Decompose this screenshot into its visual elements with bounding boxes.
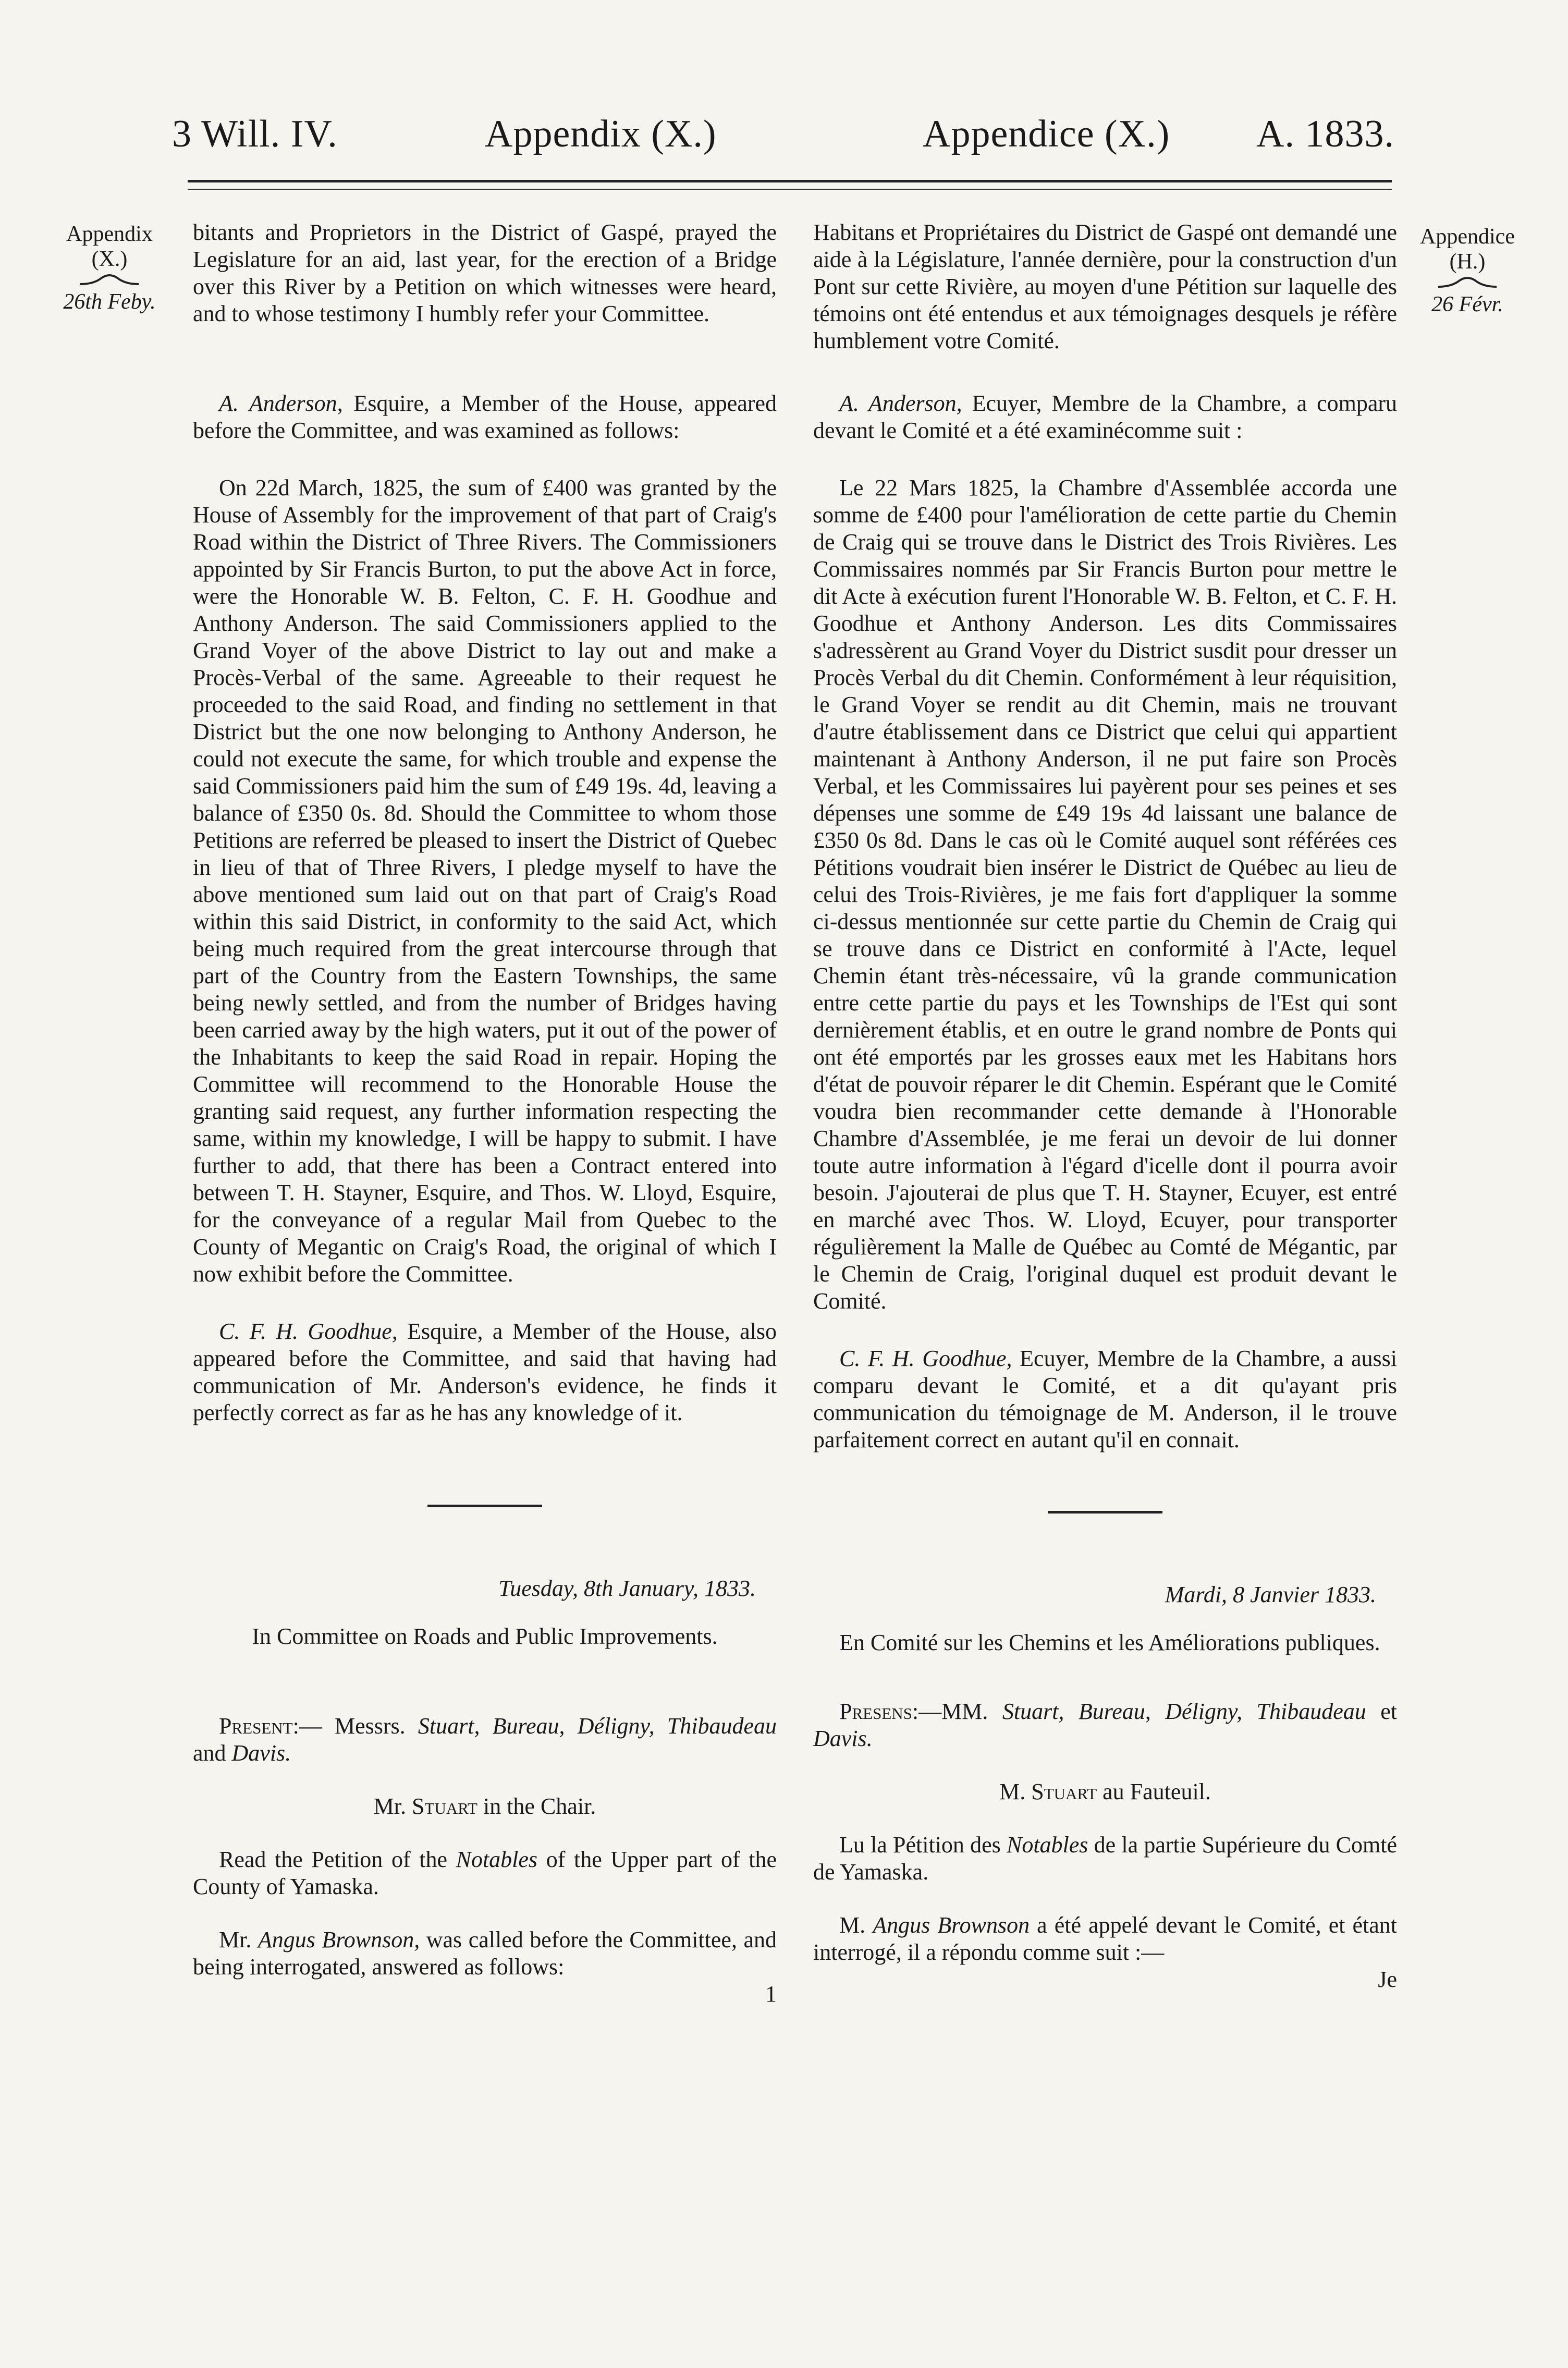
en-members-present <box>193 1713 777 1767</box>
en-present-names: Stuart, Bureau, Déligny, Thibaudeau <box>418 1713 777 1739</box>
en-petition-pre: Read the Petition of the <box>219 1847 456 1872</box>
fr-paragraph-anderson-intro <box>813 390 1397 444</box>
en-present-and: and <box>193 1740 232 1766</box>
fr-witness-called <box>813 1912 1397 1966</box>
fr-section-rule <box>1048 1511 1162 1513</box>
en-goodhue-text: Esquire, a Member of the House, also appeared before the Committee, and said that having had communication of Mr. Anderson's evidence, he finds it perfectly correct as far as he has any knowledge of it. <box>193 1319 777 1425</box>
fr-goodhue-name: C. F. H. Goodhue, <box>839 1346 1012 1371</box>
fr-chair-pre: M. <box>999 1779 1032 1804</box>
en-paragraph-goodhue <box>193 1318 777 1426</box>
fr-petition-notables: Notables <box>1006 1832 1088 1858</box>
header-rule-thin <box>188 189 1392 190</box>
en-present-last: Davis. <box>231 1740 291 1766</box>
fr-anderson-name: A. Anderson, <box>839 390 962 416</box>
en-committee-heading: In Committee on Roads and Public Improvements. <box>252 1624 718 1649</box>
fr-petition-read <box>813 1832 1397 1886</box>
fr-goodhue-text: Ecuyer, Membre de la Chambre, a aussi comparu devant le Comité, et a dit qu'ayant pris communication du témoignage de M. Anderson, il le trouve parfaitement correct en autant qu'il en connait. <box>813 1346 1397 1452</box>
fr-chair-name: Stuart <box>1031 1779 1097 1804</box>
fr-petition-pre: Lu la Pétition des <box>839 1832 1007 1858</box>
en-witness-name: Angus Brownson, <box>258 1927 420 1952</box>
header-rule <box>188 180 1392 182</box>
flourish-icon <box>78 274 141 287</box>
margin-note-right <box>1402 224 1533 317</box>
margin-note-right-date: 26 Févr. <box>1431 292 1503 316</box>
en-petition-notables: Notables <box>456 1847 538 1872</box>
header-appendix-en: Appendix (X.) <box>485 113 717 155</box>
english-column <box>193 219 777 2008</box>
en-witness-post: was called before the Committee, and being interrogated, answered as follows: <box>193 1927 777 1980</box>
fr-paragraph-continuation: Habitans et Propriétaires du District de Gaspé ont demandé une aide à la Législature, l'année dernière, pour la construction d'un Pont sur cette Rivière, au moyen d'une Pétition sur laquelle des témoins ont été entendus et aux témoignages desquels je réfère humblement votre Comité. <box>813 219 1397 353</box>
fr-petition-post: de la partie Supérieure du Comté de Yamaska. <box>813 1832 1397 1885</box>
fr-paragraph-goodhue <box>813 1345 1397 1454</box>
en-paragraph-continuation: bitants and Proprietors in the District of Gaspé, prayed the Legislature for an aid, last year, for the erection of a Bridge over this River by a Petition on which witnesses were heard, and to whose testimony I humbly refer your Committee. <box>193 219 777 326</box>
en-present-label: Present: <box>219 1713 299 1739</box>
margin-note-left <box>44 222 175 314</box>
en-sitting-date: Tuesday, 8th January, 1833. <box>498 1576 756 1601</box>
en-petition-post: of the Upper part of the County of Yamaska. <box>193 1847 777 1899</box>
en-present-prefix: — Messrs. <box>299 1713 418 1739</box>
fr-present-and: et <box>1366 1699 1397 1724</box>
en-chair-post: in the Chair. <box>477 1793 596 1819</box>
margin-note-right-line2: (H.) <box>1449 250 1486 274</box>
fr-present-label: Presens: <box>839 1699 919 1724</box>
margin-note-left-line2: (X.) <box>91 247 128 271</box>
fr-witness-post: a été appelé devant le Comité, et étant interrogé, il a répondu comme suit :— <box>813 1912 1398 1965</box>
header-appendix-fr: Appendice (X.) <box>923 113 1170 155</box>
en-witness-pre: Mr. <box>219 1927 258 1952</box>
en-chair-line <box>193 1793 777 1820</box>
flourish-icon <box>1436 276 1499 290</box>
header-year: A. 1833. <box>1256 113 1394 155</box>
fr-chair-line <box>813 1778 1397 1805</box>
en-anderson-intro-text: Esquire, a Member of the House, appeared before the Committee, and was examined as follows: <box>193 390 777 443</box>
en-section-rule <box>427 1505 542 1507</box>
header-volume: 3 Will. IV. <box>172 113 338 155</box>
french-column <box>813 219 1397 1993</box>
margin-note-left-date: 26th Feby. <box>63 290 156 314</box>
fr-present-names: Stuart, Bureau, Déligny, Thibaudeau <box>1002 1699 1366 1724</box>
fr-witness-name: Angus Brownson <box>873 1912 1030 1938</box>
fr-committee-heading: En Comité sur les Chemins et les Améliorations publiques. <box>839 1630 1380 1655</box>
margin-note-left-line1: Appendix <box>66 222 153 246</box>
fr-chair-post: au Fauteuil. <box>1097 1779 1211 1804</box>
fr-present-prefix: —MM. <box>918 1699 1002 1724</box>
en-anderson-name: A. Anderson, <box>219 390 343 416</box>
fr-sitting-date: Mardi, 8 Janvier 1833. <box>1165 1582 1376 1607</box>
fr-present-last: Davis. <box>813 1726 873 1751</box>
en-chair-pre: Mr. <box>373 1793 412 1819</box>
en-paragraph-anderson-evidence: On 22d March, 1825, the sum of £400 was granted by the House of Assembly for the improvement of that part of Craig's Road within the District of Three Rivers. The Commissioners appointed by Sir Francis Burton, to put the above Act in force, were the Honorable W. B. Felton, C. F. H. Goodhue and Anthony Anderson. The said Commissioners applied to the Grand Voyer of the above District to lay out and make a Procès-Verbal of the same. Agreeable to their request he proceeded to the said Road, and finding no settlement in that District but the one now belonging to Anthony Anderson, he could not execute the same, for which trouble and expense the said Commissioners paid him the sum of £49 19s. 4d, leaving a balance of £350 0s. 8d. Should the Committee to whom those Petitions are referred be pleased to insert the District of Quebec in lieu of that of Three Rivers, I pledge myself to have the above mentioned sum laid out on that part of Craig's Road within this said District, in conformity to the said Act, which being much required from the great intercourse through that part of the Country from the Eastern Townships, the same being newly settled, and from the number of Bridges having been carried away by the high waters, put it out of the power of the Inhabitants to keep the said Road in repair. Hoping the Committee will recommend to the Honorable House the granting said request, any further information respecting the same, within my knowledge, I will be happy to submit. I have further to add, that there has been a Contract entered into between T. H. Stayner, Esquire, and Thos. W. Lloyd, Esquire, for the conveyance of a regular Mail from Quebec to the County of Megantic on Craig's Road, the original of which I now exhibit before the Committee. <box>193 475 777 1287</box>
en-chair-name: Stuart <box>412 1793 477 1819</box>
en-petition-read <box>193 1846 777 1900</box>
en-paragraph-anderson-intro <box>193 390 777 444</box>
en-catchword: 1 <box>765 1981 777 2007</box>
fr-members-present <box>813 1698 1397 1752</box>
fr-witness-pre: M. <box>839 1912 873 1938</box>
fr-paragraph-anderson-evidence: Le 22 Mars 1825, la Chambre d'Assemblée accorda une somme de £400 pour l'amélioration de cette partie du Chemin de Craig qui se trouve dans le District des Trois Rivières. Les Commissaires nommés par Sir Francis Burton pour mettre le dit Acte à exécution furent l'Honorable W. B. Felton, et C. F. H. Goodhue et Anthony Anderson. Les dits Commissaires s'adressèrent au Grand Voyer du District susdit pour dresser un Procès Verbal du dit Chemin. Conformément à leur réquisition, le Grand Voyer se rendit au dit Chemin, mais ne trouvant d'autre établissement dans ce District que celui qui appartient maintenant à Anthony Anderson, il ne put faire son Procès Verbal, et les Commissaires lui payèrent pour ses peines et ses dépenses une somme de £49 19s 4d laissant une balance de £350 0s 8d. Dans le cas où le Comité auquel sont référées ces Pétitions voudrait bien insérer le District de Québec au lieu de celui des Trois-Rivières, je me fais fort d'appliquer la somme ci-dessus mentionnée sur cette partie du Chemin de Craig qui se trouve dans ce District en conformité à l'Acte, lequel Chemin étant très-nécessaire, vû la grande communication entre cette partie du pays et les Townships de l'Est qui sont dernièrement établis, et en outre le grand nombre de Ponts qui ont été emportés par les grosses eaux met les Habitans hors d'état de pouvoir réparer le dit Chemin. Espérant que le Comité voudra bien recommander cette demande à l'Honorable Chambre d'Assemblée, je me ferai un devoir de lui donner toute autre information à l'égard d'icelle dont il pourra avoir besoin. J'ajouterai de plus que T. H. Stayner, Ecuyer, est entré en marché avec Thos. W. Lloyd, Ecuyer, pour transporter régulièrement la Malle de Québec au Comté de Mégantic, par le Chemin de Craig, l'original duquel est produit devant le Comité. <box>813 475 1397 1314</box>
en-goodhue-name: C. F. H. Goodhue, <box>219 1319 398 1344</box>
fr-anderson-intro-text: Ecuyer, Membre de la Chambre, a comparu devant le Comité et a été examinécomme suit : <box>813 390 1397 443</box>
margin-note-right-line1: Appendice <box>1420 225 1515 249</box>
fr-catchword: Je <box>1378 1967 1397 1992</box>
en-witness-called <box>193 1926 777 1981</box>
